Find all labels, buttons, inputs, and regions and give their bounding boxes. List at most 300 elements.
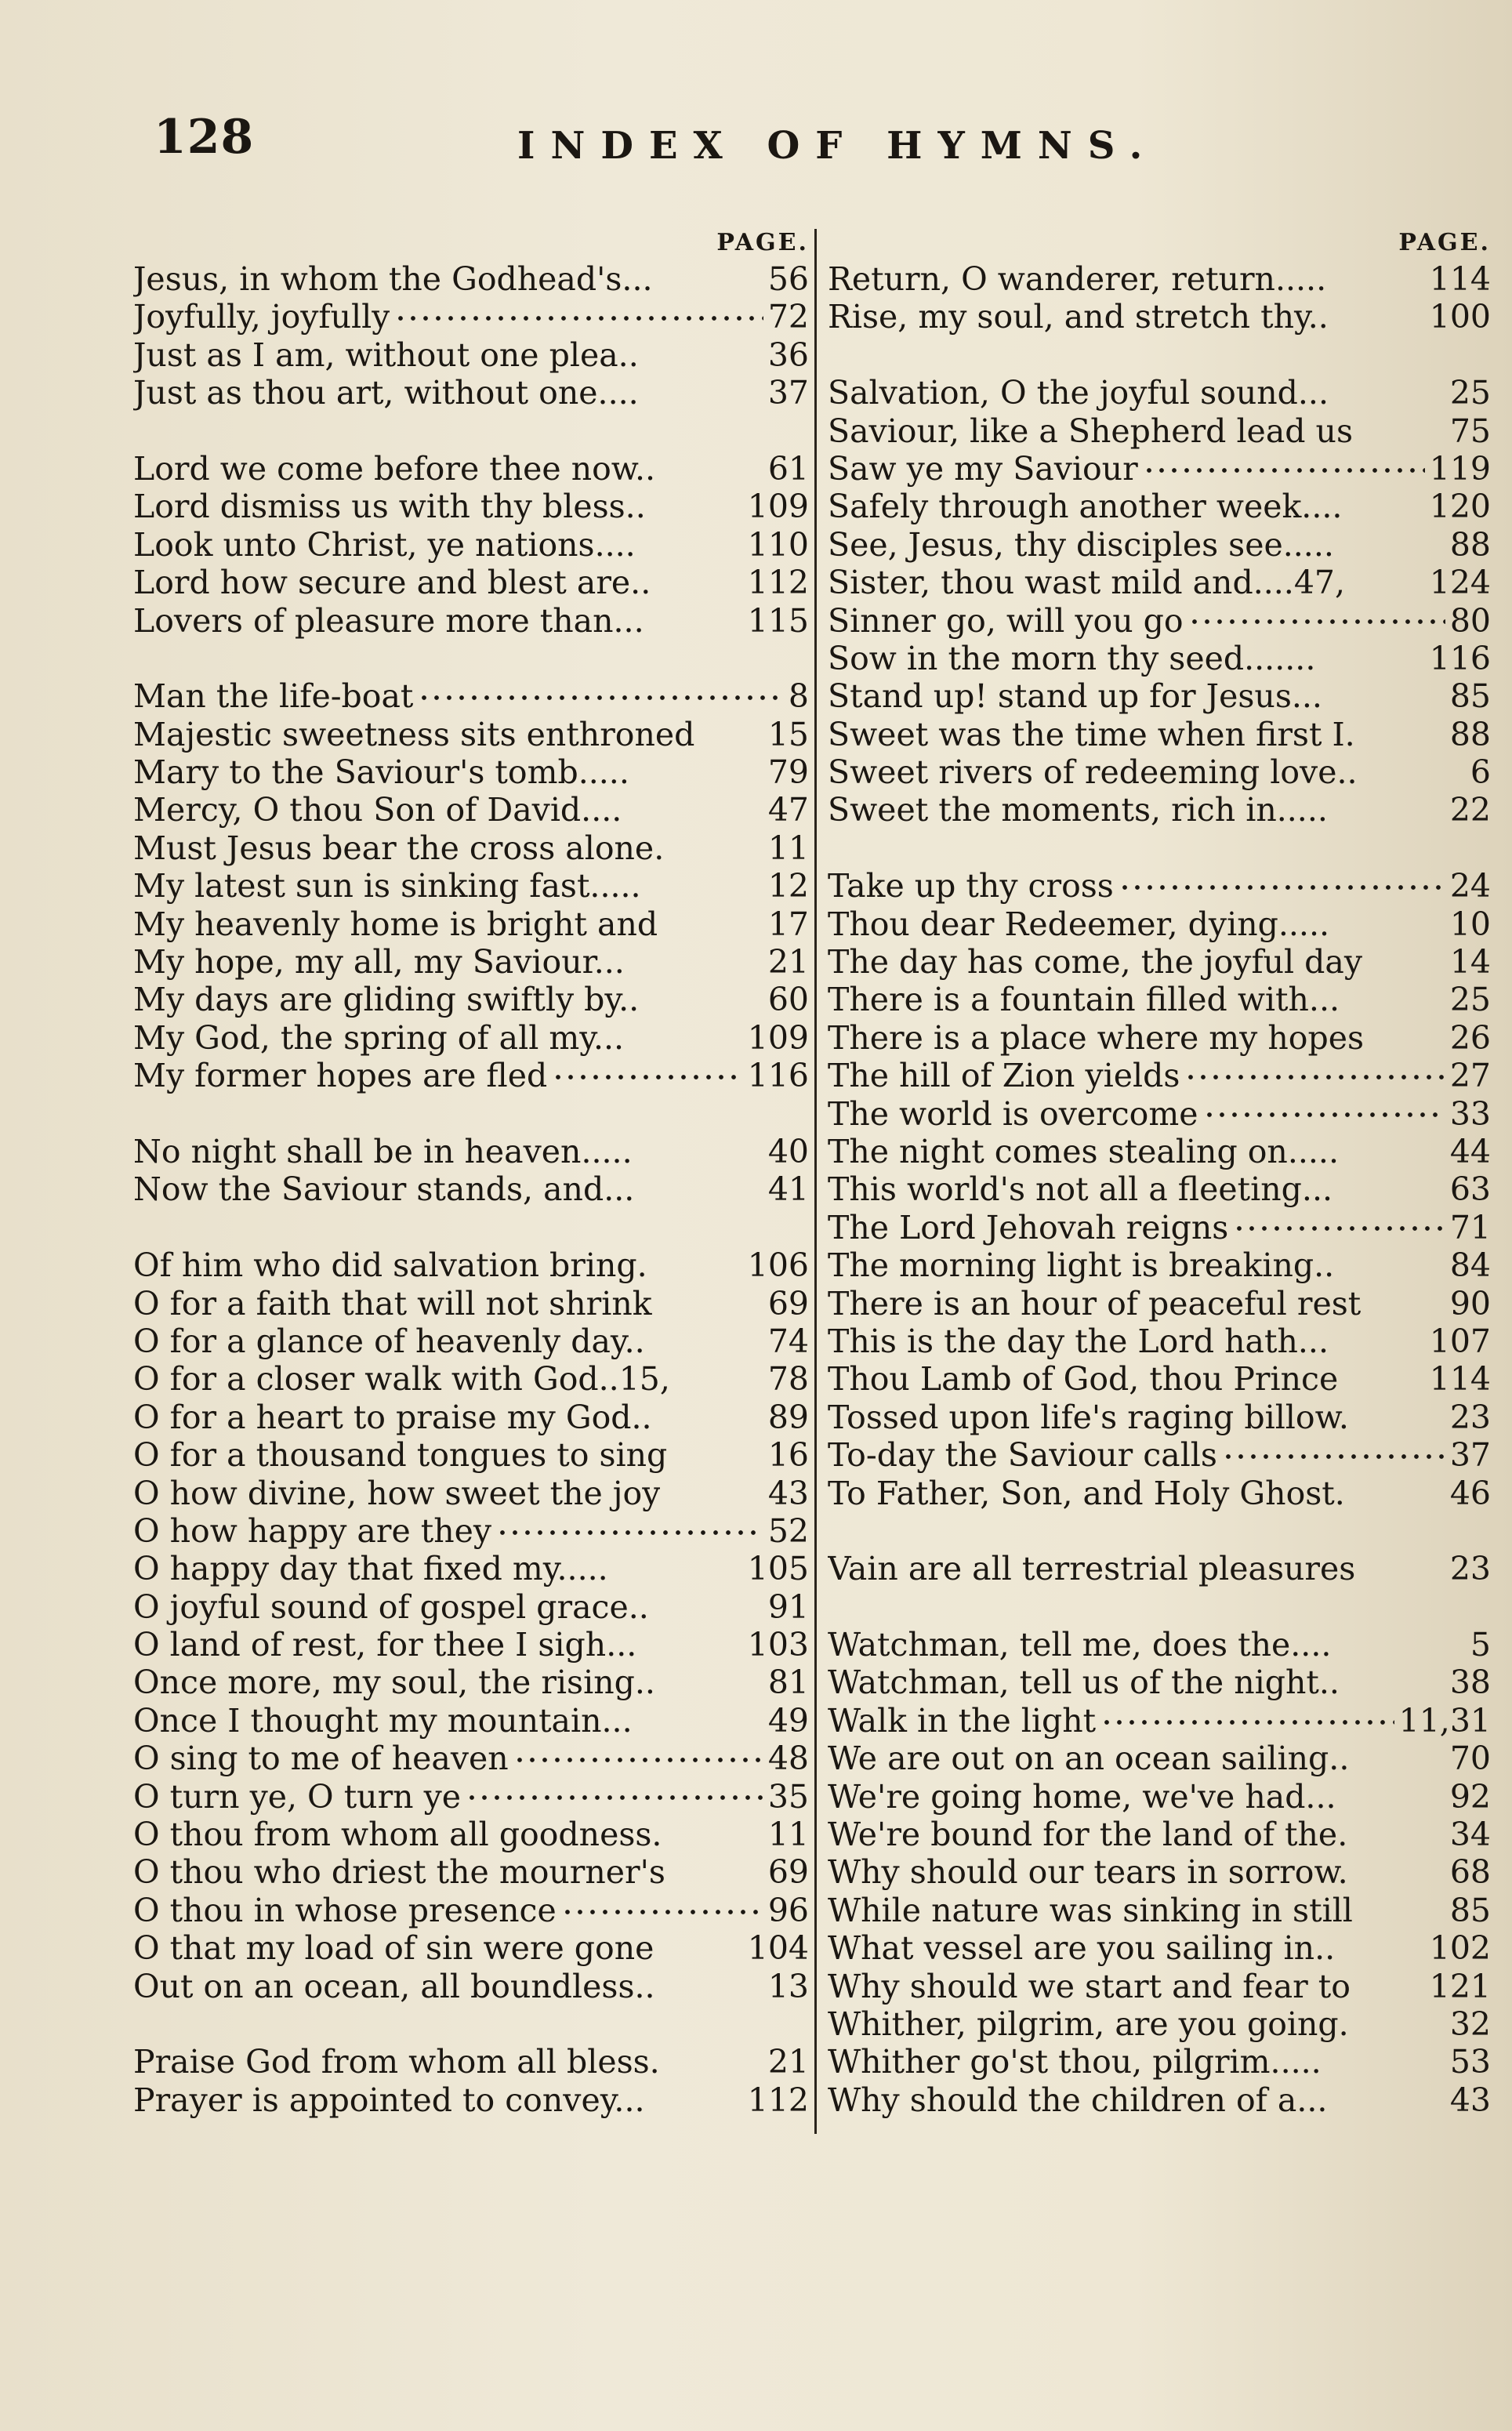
hymn-index-entry: [133, 1133, 817, 1170]
hymn-title: O thou from whom all goodness.: [133, 1816, 662, 1854]
hymn-title: The day has come, the joyful day: [828, 943, 1363, 981]
hymn-index-entry: [817, 374, 1491, 412]
hymn-page-number: 84: [1449, 1246, 1491, 1285]
hymn-index-entry: [133, 298, 817, 336]
hymn-index-entry: [133, 1323, 817, 1360]
hymn-index-entry: [133, 1929, 817, 1967]
dot-leader: [1365, 1295, 1445, 1315]
hymn-page-number: 11,31: [1398, 1701, 1491, 1740]
hymn-page-number: 43: [767, 1474, 809, 1512]
dot-leader: [626, 802, 763, 822]
hymn-index-entry: [817, 1853, 1491, 1891]
hymn-title: No night shall be in heaven.....: [133, 1132, 633, 1170]
hymn-page-number: 92: [1449, 1777, 1491, 1816]
hymn-page-number: 114: [1429, 1360, 1491, 1399]
hymn-title: Look unto Christ, ye nations....: [133, 525, 636, 564]
hymn-index-entry: [817, 1550, 1491, 1587]
dot-leader: [1343, 1143, 1445, 1163]
hymn-index-entry: [817, 1399, 1491, 1436]
hymn-page-number: 11: [767, 829, 809, 867]
hymn-title: Mary to the Saviour's tomb.....: [133, 753, 629, 792]
dot-leader: [1360, 1561, 1445, 1580]
section-gap: [133, 1209, 817, 1246]
hymn-page-number: 37: [767, 374, 809, 412]
hymn-page-number: 110: [747, 525, 809, 564]
hymn-page-number: 24: [1449, 867, 1491, 905]
dot-leader: [644, 385, 763, 405]
hymn-page-number: 71: [1449, 1208, 1491, 1246]
hymn-page-number: 13: [767, 1967, 809, 2005]
hymn-page-number: 70: [1449, 1740, 1491, 1778]
hymn-index-entry: [133, 1968, 817, 2005]
hymn-title: My former hopes are fled: [133, 1057, 548, 1095]
hymn-title: Thou Lamb of God, thou Prince: [828, 1360, 1339, 1399]
dot-leader: [1353, 1864, 1445, 1884]
hymn-page-number: 63: [1449, 1170, 1491, 1209]
hymn-index-entry: [817, 905, 1491, 943]
hymn-title: Whither, pilgrim, are you going.: [828, 2005, 1349, 2043]
hymn-title: Sweet the moments, rich in.....: [828, 791, 1328, 829]
hymn-page-number: 102: [1429, 1929, 1491, 1968]
hymn-title: Lord we come before thee now..: [133, 449, 656, 488]
hymn-title: We are out on an ocean sailing..: [828, 1740, 1350, 1778]
hymn-title: Why should we start and fear to: [828, 1967, 1351, 2005]
hymn-title: Take up thy cross: [828, 867, 1114, 905]
dot-leader: [1222, 1447, 1445, 1467]
hymn-index-entry: [817, 1740, 1491, 1777]
dot-leader: [1355, 1978, 1425, 1997]
hymn-index-entry: [133, 1436, 817, 1474]
hymn-page-number: 37: [1449, 1436, 1491, 1475]
hymn-index-entry: [133, 867, 817, 905]
hymn-title: Praise God from whom all bless.: [133, 2043, 660, 2081]
hymn-page-number: 69: [767, 1853, 809, 1892]
dot-leader: [637, 1712, 763, 1732]
hymn-page-number: 40: [767, 1132, 809, 1170]
hymn-title: To-day the Saviour calls: [828, 1436, 1217, 1475]
hymn-title: Why should our tears in sorrow.: [828, 1853, 1348, 1892]
dot-leader: [639, 1181, 763, 1201]
section-gap: [133, 640, 817, 677]
left-index-column: [133, 226, 817, 2119]
dot-leader: [660, 1674, 763, 1694]
hymn-index-entry: [133, 1512, 817, 1550]
dot-leader: [637, 1143, 763, 1163]
hymn-title: Jesus, in whom the Godhead's...: [133, 260, 653, 298]
hymn-page-number: 22: [1449, 791, 1491, 829]
hymn-index-entry: [817, 1929, 1491, 1967]
hymn-title: Return, O wanderer, return.....: [828, 260, 1327, 298]
hymn-page-number: 53: [1449, 2043, 1491, 2081]
dot-leader: [1352, 1826, 1445, 1845]
hymn-page-number: 115: [747, 601, 809, 640]
hymn-page-number: 74: [767, 1322, 809, 1360]
hymn-index-entry: [817, 564, 1491, 601]
dot-leader: [1350, 575, 1425, 594]
hymn-index-entry: [133, 943, 817, 981]
dot-leader: [669, 840, 763, 859]
hymn-page-number: 103: [747, 1626, 809, 1664]
hymn-title: Just as I am, without one plea..: [133, 336, 639, 374]
hymn-title: Once I thought my mountain...: [133, 1701, 633, 1740]
dot-leader: [1334, 916, 1445, 935]
hymn-index-entry: [817, 1778, 1491, 1816]
hymn-index-entry: [133, 1285, 817, 1323]
hymn-title: Out on an ocean, all boundless..: [133, 1967, 655, 2005]
hymn-title: O thou who driest the mourner's: [133, 1853, 665, 1892]
hymn-title: There is an hour of peaceful rest: [828, 1284, 1362, 1323]
hymn-page-number: 80: [1449, 601, 1491, 640]
dot-leader: [1188, 612, 1445, 632]
hymn-index-entry: [817, 1133, 1491, 1170]
hymn-title: Now the Saviour stands, and...: [133, 1170, 635, 1209]
hymn-page-number: 38: [1449, 1664, 1491, 1702]
right-index-column: [817, 226, 1491, 2119]
dot-leader: [1184, 1068, 1445, 1087]
hymn-title: Watchman, tell me, does the....: [828, 1626, 1332, 1664]
hymn-page-number: 12: [767, 867, 809, 905]
hymn-title: Just as thou art, without one....: [133, 374, 639, 412]
hymn-title: My days are gliding swiftly by..: [133, 981, 640, 1019]
hymn-page-number: 27: [1449, 1057, 1491, 1095]
hymn-page-number: 112: [747, 564, 809, 602]
dot-leader: [666, 1826, 763, 1845]
hymn-page-number: 69: [767, 1284, 809, 1323]
hymn-title: The night comes stealing on.....: [828, 1132, 1339, 1170]
hymn-page-number: 47: [767, 791, 809, 829]
dot-leader: [613, 1561, 743, 1580]
dot-leader: [660, 1978, 763, 1997]
hymn-index-entry: [817, 1323, 1491, 1360]
hymn-index-entry: [133, 905, 817, 943]
hymn-page-number: 120: [1429, 488, 1491, 526]
dot-leader: [1344, 992, 1445, 1011]
hymn-title: Watchman, tell us of the night..: [828, 1664, 1340, 1702]
hymn-index-entry: [133, 1740, 817, 1777]
hymn-title: O how happy are they: [133, 1511, 492, 1550]
hymn-title: Lord how secure and blest are..: [133, 564, 651, 602]
section-gap: [133, 2005, 817, 2043]
hymn-page-number: 100: [1429, 298, 1491, 336]
hymn-page-number: 114: [1429, 260, 1491, 298]
dot-leader: [1358, 423, 1445, 442]
hymn-index-entry: [817, 2043, 1491, 2081]
dot-leader: [1362, 764, 1466, 783]
hymn-index-entry: [817, 1702, 1491, 1740]
hymn-title: Stand up! stand up for Jesus...: [828, 677, 1322, 716]
hymn-index-entry: [133, 791, 817, 829]
hymn-index-entry: [133, 1664, 817, 1701]
page-column-label: PAGE.: [716, 229, 809, 256]
hymn-page-number: 85: [1449, 677, 1491, 716]
hymn-title: See, Jesus, thy disciples see.....: [828, 525, 1334, 564]
hymn-index-entry: [817, 716, 1491, 753]
hymn-title: Saviour, like a Shepherd lead us: [828, 412, 1353, 450]
hymn-page-number: 25: [1449, 981, 1491, 1019]
hymn-title: Walk in the light: [828, 1701, 1097, 1740]
dot-leader: [1119, 878, 1445, 898]
hymn-page-number: 105: [747, 1550, 809, 1588]
hymn-index-entry: [133, 564, 817, 601]
hymn-page-number: 23: [1449, 1398, 1491, 1436]
hymn-title: O for a heart to praise my God..: [133, 1398, 652, 1436]
hymn-title: My latest sun is sinking fast.....: [133, 867, 641, 905]
hymn-page-number: 44: [1449, 1132, 1491, 1170]
hymn-page-number: 91: [767, 1587, 809, 1626]
section-gap: [133, 412, 817, 450]
hymn-index-entry: [133, 1778, 817, 1816]
hymn-index-entry: [133, 374, 817, 412]
hymn-index-entry: [133, 677, 817, 715]
hymn-title: Once more, my soul, the rising..: [133, 1664, 655, 1702]
hymn-index-entry: [817, 677, 1491, 715]
hymn-title: We're bound for the land of the.: [828, 1816, 1348, 1854]
hymn-title: O land of rest, for thee I sigh...: [133, 1626, 637, 1664]
hymn-index-entry: [817, 1246, 1491, 1284]
hymn-title: My God, the spring of all my...: [133, 1018, 625, 1057]
hymn-title: The Lord Jehovah reigns: [828, 1208, 1229, 1246]
hymn-page-number: 89: [767, 1398, 809, 1436]
section-gap: [817, 829, 1491, 867]
hymn-page-number: 60: [767, 981, 809, 1019]
dot-leader: [418, 688, 783, 708]
hymn-page-number: 96: [767, 1891, 809, 1929]
hymn-page-number: 48: [767, 1740, 809, 1778]
hymn-page-number: 81: [767, 1664, 809, 1702]
hymn-title: O sing to me of heaven: [133, 1740, 509, 1778]
dot-leader: [1367, 953, 1445, 973]
hymn-title: O joyful sound of gospel grace..: [133, 1587, 649, 1626]
hymn-index-entry: [133, 1550, 817, 1587]
hymn-title: O thou in whose presence: [133, 1891, 557, 1929]
dot-leader: [1341, 1788, 1445, 1808]
hymn-page-number: 106: [747, 1246, 809, 1285]
hymn-index-entry: [133, 1170, 817, 1208]
dot-leader: [699, 726, 763, 746]
hymn-title: My heavenly home is bright and: [133, 905, 658, 943]
page-number: 128: [154, 110, 255, 165]
dot-leader: [1203, 1105, 1445, 1125]
hymn-title: Sow in the morn thy seed.......: [828, 639, 1316, 677]
hymn-title: Thou dear Redeemer, dying.....: [828, 905, 1330, 943]
hymn-title: Joyfully, joyfully: [133, 298, 390, 336]
dot-leader: [675, 1371, 763, 1391]
hymn-index-entry: [817, 943, 1491, 981]
hymn-index-entry: [817, 1095, 1491, 1133]
hymn-index-entry: [133, 336, 817, 374]
hymn-page-number: 112: [747, 2081, 809, 2119]
hymn-index-entry: [133, 1475, 817, 1512]
hymn-title: Safely through another week....: [828, 488, 1343, 526]
hymn-title: Must Jesus bear the cross alone.: [133, 829, 665, 867]
hymn-index-entry: [817, 526, 1491, 564]
hymn-title: Whither go'st thou, pilgrim.....: [828, 2043, 1322, 2081]
dot-leader: [1333, 802, 1445, 822]
dot-leader: [654, 1598, 763, 1618]
dot-leader: [672, 1447, 763, 1467]
page-header: [0, 110, 1512, 180]
hymn-title: O for a closer walk with God..15,: [133, 1360, 670, 1399]
hymn-index-entry: [817, 602, 1491, 640]
dot-leader: [662, 916, 763, 935]
hymn-index-entry: [817, 1816, 1491, 1853]
hymn-page-number: 52: [767, 1511, 809, 1550]
hymn-title: Vain are all terrestrial pleasures: [828, 1550, 1356, 1588]
hymn-index-entry: [817, 450, 1491, 488]
hymn-index-entry: [133, 716, 817, 753]
hymn-title: Lovers of pleasure more than...: [133, 601, 644, 640]
hymn-page-number: 68: [1449, 1853, 1491, 1892]
hymn-index-entry: [817, 1360, 1491, 1398]
hymn-index-entry: [817, 2081, 1491, 2119]
hymn-page-number: 85: [1449, 1891, 1491, 1929]
hymn-title: O that my load of sin were gone: [133, 1929, 654, 1968]
hymn-index-entry: [817, 1664, 1491, 1701]
dot-leader: [644, 347, 763, 366]
hymn-index-entry: [133, 602, 817, 640]
hymn-title: Why should the children of a...: [828, 2081, 1328, 2119]
hymn-index-entry: [817, 2005, 1491, 2043]
dot-leader: [658, 1940, 742, 1960]
hymn-index-entry: [817, 1019, 1491, 1057]
hymn-page-number: 109: [747, 1018, 809, 1057]
hymn-index-entry: [133, 2043, 817, 2081]
hymn-index-entry: [817, 1436, 1491, 1474]
hymn-title: O happy day that fixed my.....: [133, 1550, 608, 1588]
dot-leader: [561, 1902, 763, 1921]
dot-leader: [466, 1788, 763, 1808]
hymn-page-number: 121: [1429, 1967, 1491, 2005]
hymn-page-number: 5: [1470, 1626, 1491, 1664]
dot-leader: [1337, 1181, 1445, 1201]
hymn-title: Majestic sweetness sits enthroned: [133, 715, 695, 753]
hymn-title: There is a place where my hopes: [828, 1018, 1365, 1057]
hymn-index-entry: [817, 1892, 1491, 1929]
hymn-page-number: 78: [767, 1360, 809, 1399]
hymn-index-entry: [817, 1209, 1491, 1246]
hymn-page-number: 116: [1429, 639, 1491, 677]
hymn-page-number: 41: [767, 1170, 809, 1209]
hymn-index-entry: [133, 1816, 817, 1853]
hymn-title: Man the life-boat: [133, 677, 414, 716]
hymn-index-entry: [817, 1626, 1491, 1664]
dot-leader: [1327, 688, 1445, 708]
dot-leader: [655, 575, 742, 594]
hymn-title: Of him who did salvation bring.: [133, 1246, 647, 1285]
hymn-page-number: 35: [767, 1777, 809, 1816]
dot-leader: [640, 536, 743, 556]
hymn-page-number: 75: [1449, 412, 1491, 450]
hymn-page-number: 88: [1449, 525, 1491, 564]
hymn-page-number: 72: [767, 298, 809, 336]
dot-leader: [644, 992, 763, 1011]
dot-leader: [1344, 1674, 1445, 1694]
hymn-index-entry: [817, 260, 1491, 298]
hymn-page-number: 90: [1449, 1284, 1491, 1323]
hymn-index-entry: [133, 1246, 817, 1284]
hymn-title: Prayer is appointed to convey...: [133, 2081, 645, 2119]
dot-leader: [657, 1295, 763, 1315]
hymn-title: Sweet was the time when first I.: [828, 715, 1355, 753]
hymn-page-number: 104: [747, 1929, 809, 1968]
hymn-index-entry: [133, 1360, 817, 1398]
dot-leader: [1320, 650, 1424, 669]
dot-leader: [1354, 1409, 1445, 1428]
section-gap: [133, 1095, 817, 1133]
hymn-page-number: 43: [1449, 2081, 1491, 2119]
dot-leader: [660, 460, 763, 480]
hymn-page-number: 79: [767, 753, 809, 792]
hymn-index-entry: [817, 867, 1491, 905]
dot-leader: [652, 1257, 743, 1277]
dot-leader: [641, 1636, 742, 1656]
hymn-index-entry: [133, 1892, 817, 1929]
hymn-index-entry: [133, 488, 817, 525]
hymn-title: The morning light is breaking..: [828, 1246, 1335, 1285]
hymn-page-number: 11: [767, 1816, 809, 1854]
hymn-title: To Father, Son, and Holy Ghost.: [828, 1474, 1345, 1512]
hymn-index-entry: [817, 1170, 1491, 1208]
hymn-title: We're going home, we've had...: [828, 1777, 1336, 1816]
hymn-page-number: 33: [1449, 1094, 1491, 1133]
hymn-title: Sinner go, will you go: [828, 601, 1184, 640]
dot-leader: [1347, 499, 1424, 518]
dot-leader: [650, 2092, 743, 2111]
hymn-index-entry: [133, 1588, 817, 1626]
section-gap: [817, 1588, 1491, 1626]
hymn-page-number: 16: [767, 1436, 809, 1475]
hymn-index-entry: [133, 1853, 817, 1891]
hymn-page-number: 26: [1449, 1018, 1491, 1057]
hymn-index-entry: [133, 1626, 817, 1664]
hymn-page-number: 25: [1449, 374, 1491, 412]
hymn-index-entry: [133, 753, 817, 791]
dot-leader: [1336, 1636, 1465, 1656]
dot-leader: [394, 309, 763, 328]
hymn-title: Tossed upon life's raging billow.: [828, 1398, 1349, 1436]
hymn-index-entry: [133, 526, 817, 564]
hymn-title: My hope, my all, my Saviour...: [133, 943, 625, 981]
hymn-index-entry: [817, 981, 1491, 1018]
hymn-title: This is the day the Lord hath...: [828, 1322, 1329, 1360]
dot-leader: [1326, 2054, 1445, 2074]
hymn-page-number: 107: [1429, 1322, 1491, 1360]
dot-leader: [1331, 270, 1425, 290]
dot-leader: [1143, 460, 1425, 480]
hymn-page-number: 32: [1449, 2005, 1491, 2043]
dot-leader: [629, 953, 763, 973]
hymn-page-number: 36: [767, 336, 809, 374]
hymn-page-number: 17: [767, 905, 809, 943]
dot-leader: [1350, 1485, 1445, 1504]
running-title: INDEX OF HYMNS.: [517, 124, 1158, 168]
dot-leader: [513, 1751, 763, 1770]
hymn-title: O for a glance of heavenly day..: [133, 1322, 645, 1360]
dot-leader: [1339, 536, 1445, 556]
hymn-page-number: 119: [1429, 449, 1491, 488]
section-gap: [817, 336, 1491, 374]
hymn-page-number: 8: [788, 677, 809, 716]
hymn-index-entry: [133, 450, 817, 488]
hymn-index-entry: [133, 2081, 817, 2119]
dot-leader: [634, 764, 763, 783]
dot-leader: [658, 270, 763, 290]
dot-leader: [651, 499, 743, 518]
dot-leader: [1354, 2016, 1445, 2035]
hymn-page-number: 6: [1470, 753, 1491, 792]
hymn-page-number: 15: [767, 715, 809, 753]
hymn-page-number: 10: [1449, 905, 1491, 943]
